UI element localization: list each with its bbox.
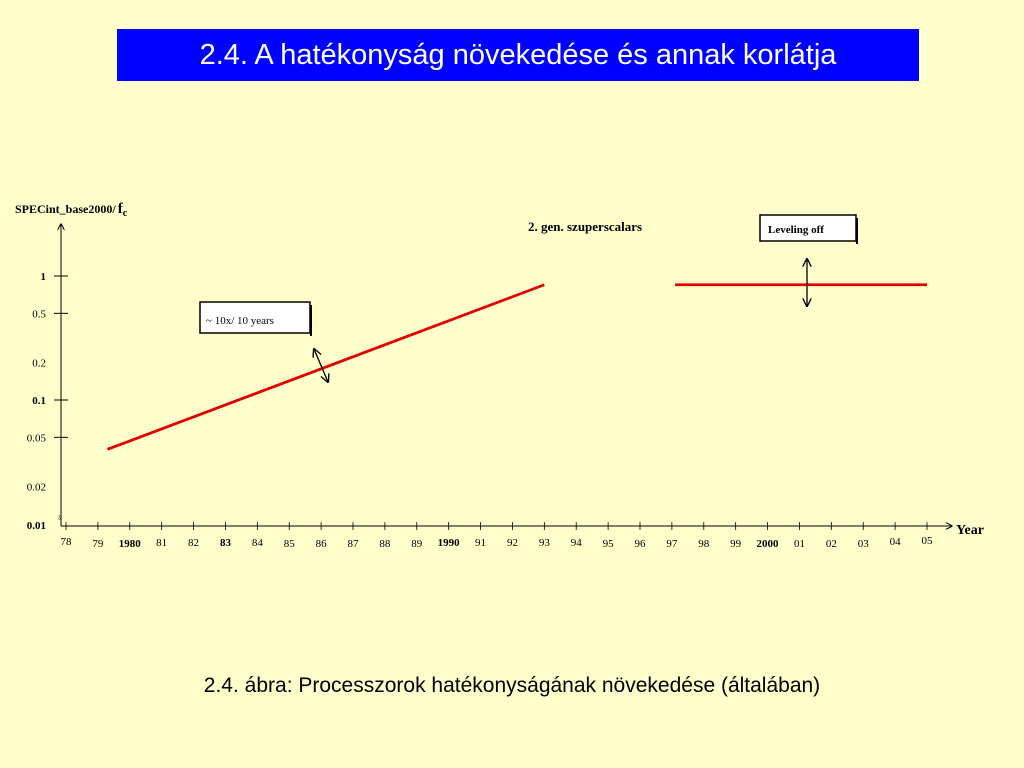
x-tick-label: 91	[475, 537, 487, 549]
y-tick-label: 0.5	[32, 308, 46, 321]
y-tick-label: 0.05	[26, 432, 46, 445]
x-tick-label: 98	[698, 538, 710, 550]
growth-trend-line	[107, 285, 544, 450]
x-tick-label: 2000	[756, 538, 779, 550]
leveling-label-shadow	[856, 218, 858, 244]
growth-label: ~ 10x/ 10 years	[206, 315, 274, 327]
x-tick-label: 81	[156, 537, 168, 549]
y-tick-label: 0.02	[26, 481, 46, 494]
x-tick-label: 04	[889, 536, 901, 548]
growth-double-arrow	[314, 349, 328, 382]
growth-annotation	[200, 302, 328, 382]
x-tick-label: 88	[379, 538, 391, 550]
growth-label-shadow	[310, 305, 312, 336]
y-axis-title-f: f	[117, 201, 123, 217]
x-tick-label: 05	[921, 535, 933, 547]
x-tick-label: 1980	[118, 538, 141, 550]
x-tick-label: 1990	[437, 537, 460, 549]
x-axis-title: Year	[956, 523, 984, 538]
y-tick-label: 0.01	[26, 520, 46, 532]
x-tick-label: 79	[92, 538, 104, 550]
x-tick-label: 96	[634, 538, 646, 550]
x-tick-label: 92	[506, 537, 518, 549]
leveling-annotation	[760, 215, 858, 306]
y-tick-label: 1	[40, 271, 46, 283]
y-axis-title-main: SPECint_base2000/	[15, 202, 116, 216]
y-tick-label: 0.2	[32, 357, 46, 370]
x-tick-label: 82	[188, 537, 200, 549]
x-tick-label: 87	[347, 538, 359, 550]
y-axis-title	[15, 201, 128, 219]
x-tick-label: 01	[793, 538, 805, 550]
y-axis-title-sub: c	[122, 208, 128, 219]
x-tick-label: 89	[411, 538, 423, 550]
figure-caption: 2.4. ábra: Processzorok hatékonyságának növekedése (általában)	[203, 674, 821, 697]
x-tick-label: 78	[60, 536, 72, 548]
y-ticks	[27, 271, 68, 532]
x-tick-label: 95	[602, 538, 614, 550]
axis-break-mark: ≈	[55, 515, 65, 520]
x-tick-label: 84	[251, 537, 263, 549]
x-tick-label: 99	[730, 538, 742, 550]
superscalar-label: 2. gen. szuperscalars	[528, 219, 643, 234]
y-tick-label: 0.1	[32, 395, 46, 407]
leveling-label: Leveling off	[768, 224, 824, 236]
x-tick-label: 03	[857, 538, 869, 550]
x-tick-label: 02	[825, 538, 837, 550]
x-tick-label: 83	[219, 537, 231, 549]
x-tick-label: 85	[283, 538, 295, 550]
x-tick-label: 86	[315, 538, 327, 550]
x-tick-label: 94	[570, 537, 582, 549]
slide-title: 2.4. A hatékonyság növekedése és annak korlátja	[117, 29, 919, 81]
x-tick-label: 93	[538, 537, 550, 549]
x-tick-label: 97	[666, 538, 678, 550]
